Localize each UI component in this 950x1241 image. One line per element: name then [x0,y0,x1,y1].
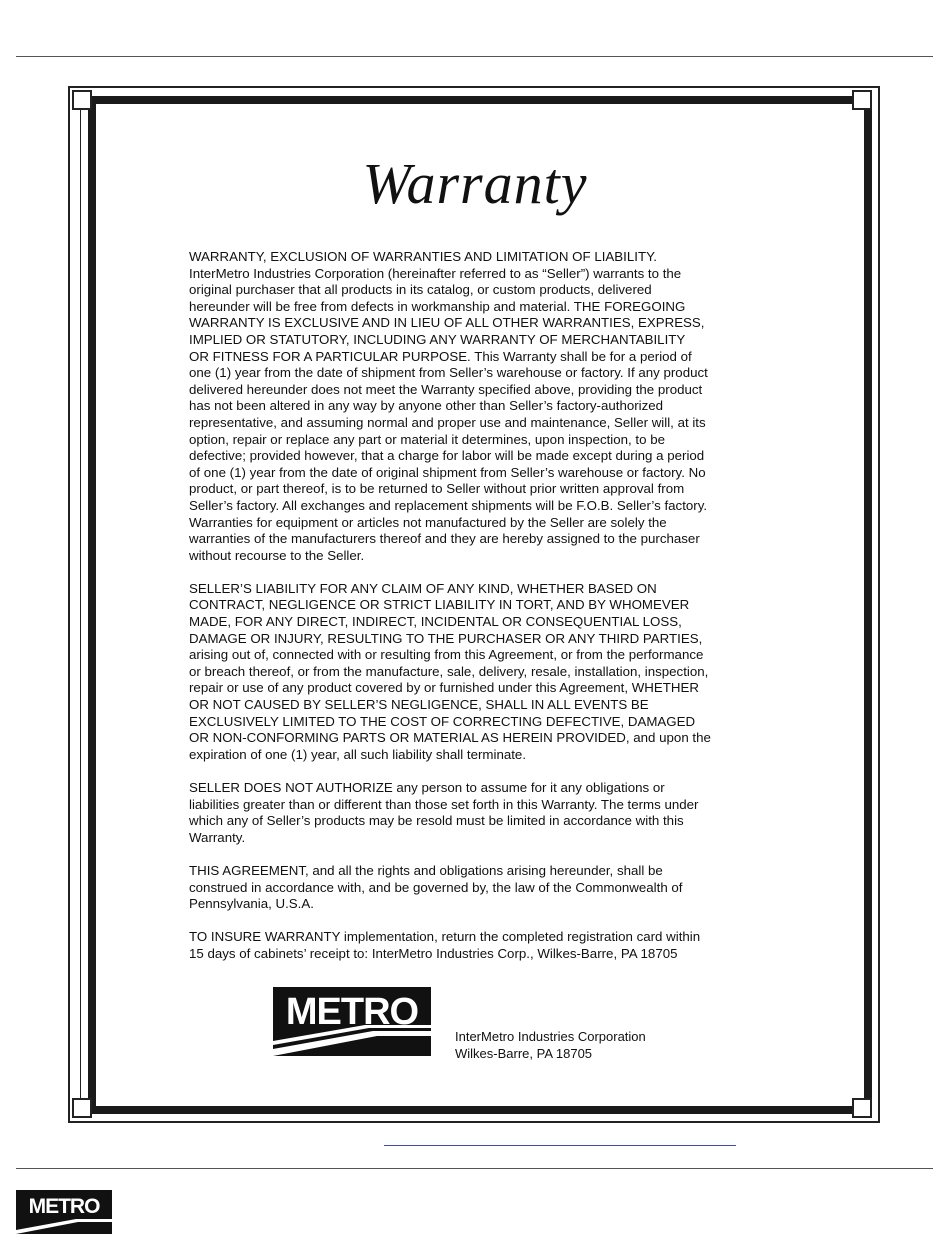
logo-wordmark: METRO [285,991,419,1033]
frame-corner-ornament [852,90,872,110]
bottom-divider [16,1168,933,1169]
authorization-paragraph: SELLER DOES NOT AUTHORIZE any person to assume for it any obligations or liabilities greater than or different than those set forth in this Warranty. The terms under which any of Seller’s products may be resold must be limited in accordance with this Warranty. [189,780,699,845]
company-name: InterMetro Industries Corporation [455,1029,646,1044]
liability-paragraph: SELLER’S LIABILITY FOR ANY CLAIM OF ANY KIND, WHETHER BASED ON CONTRACT, NEGLIGENCE OR STRICT LIABILITY IN TORT, AND BY WHOMEVER MADE, FOR ANY DIRECT, INDIRECT, INCIDENTAL OR CONSEQUENTIAL LOSS, DAMAGE OR INJURY, RESULTING TO THE PURCHASER OR ANY THIRD PARTIES, arising out of, connected with or resulting from this Agreement, or from the performance or breach thereof, or from the manufacture, sale, delivery, resale, installation, inspection, repair or use of any product covered by or furnished under this Agreement, WHETHER OR NOT CAUSED BY SELLER’S NEGLIGENCE, SHALL IN ALL EVENTS BE EXCLUSIVELY LIMITED TO THE COST OF CORRECTING DEFECTIVE, DAMAGED OR NON-CONFORMING PARTS OR MATERIAL AS HEREIN PROVIDED, and upon the expiration of one (1) year, all such liability shall terminate. [189,580,711,762]
metro-logo [273,987,431,1056]
page-title: Warranty [362,151,588,216]
footer-logo-wordmark: METRO [28,1195,100,1218]
company-city: Wilkes-Barre, PA 18705 [455,1046,593,1061]
warranty-body [189,249,759,979]
footer-metro-logo [16,1190,112,1234]
company-address [455,1028,646,1062]
frame-corner-ornament [852,1098,872,1118]
frame-corner-ornament [72,90,92,110]
frame-corner-ornament [72,1098,92,1118]
hyperlink-underline[interactable] [384,1145,736,1146]
warranty-paragraph: WARRANTY, EXCLUSION OF WARRANTIES AND LIMITATION OF LIABILITY. InterMetro Industries Corporation (hereinafter referred to as “Seller”) warrants to the original purchaser that all products in its catalog, or custom products, delivered hereunder will be free from defects in workmanship and material. THE FOREGOING WARRANTY IS EXCLUSIVE AND IN LIEU OF ALL OTHER WARRANTIES, EXPRESS, IMPLIED OR STATUTORY, INCLUDING ANY WARRANTY OF MERCHANTABILITY OR FITNESS FOR A PARTICULAR PURPOSE. This Warranty shall be for a period of one (1) year from the date of shipment from Seller’s warehouse or factory. If any product delivered hereunder does not meet the Warranty specified above, providing the product has not been altered in any way by anyone other than Seller’s factory-authorized representative, and assuming normal and proper use and maintenance, Seller will, at its option, repair or replace any part or material it determines, upon inspection, to be defective; provided however, that a charge for labor will be made except during a period of one (1) year from the date of original shipment from Seller’s warehouse or factory. No product, or part thereof, is to be returned to Seller without prior written approval from Seller’s factory. All exchanges and replacement shipments will be F.O.B. Seller’s factory. Warranties for equipment or articles not manufactured by the Seller are solely the warranties of the manufacturers thereof and they are hereby assigned to the purchaser without recourse to the Seller. [189,249,708,563]
registration-paragraph: TO INSURE WARRANTY implementation, return the completed registration card within 15 days of cabinets’ receipt to: InterMetro Industries Corp., Wilkes-Barre, PA 18705 [189,929,701,961]
governing-law-paragraph: THIS AGREEMENT, and all the rights and obligations arising hereunder, shall be construed in accordance with, and be governed by, the law of the Commonwealth of Pennsylvania, U.S.A. [189,862,683,912]
registered-mark: ® [106,1191,112,1200]
top-divider [16,56,933,57]
